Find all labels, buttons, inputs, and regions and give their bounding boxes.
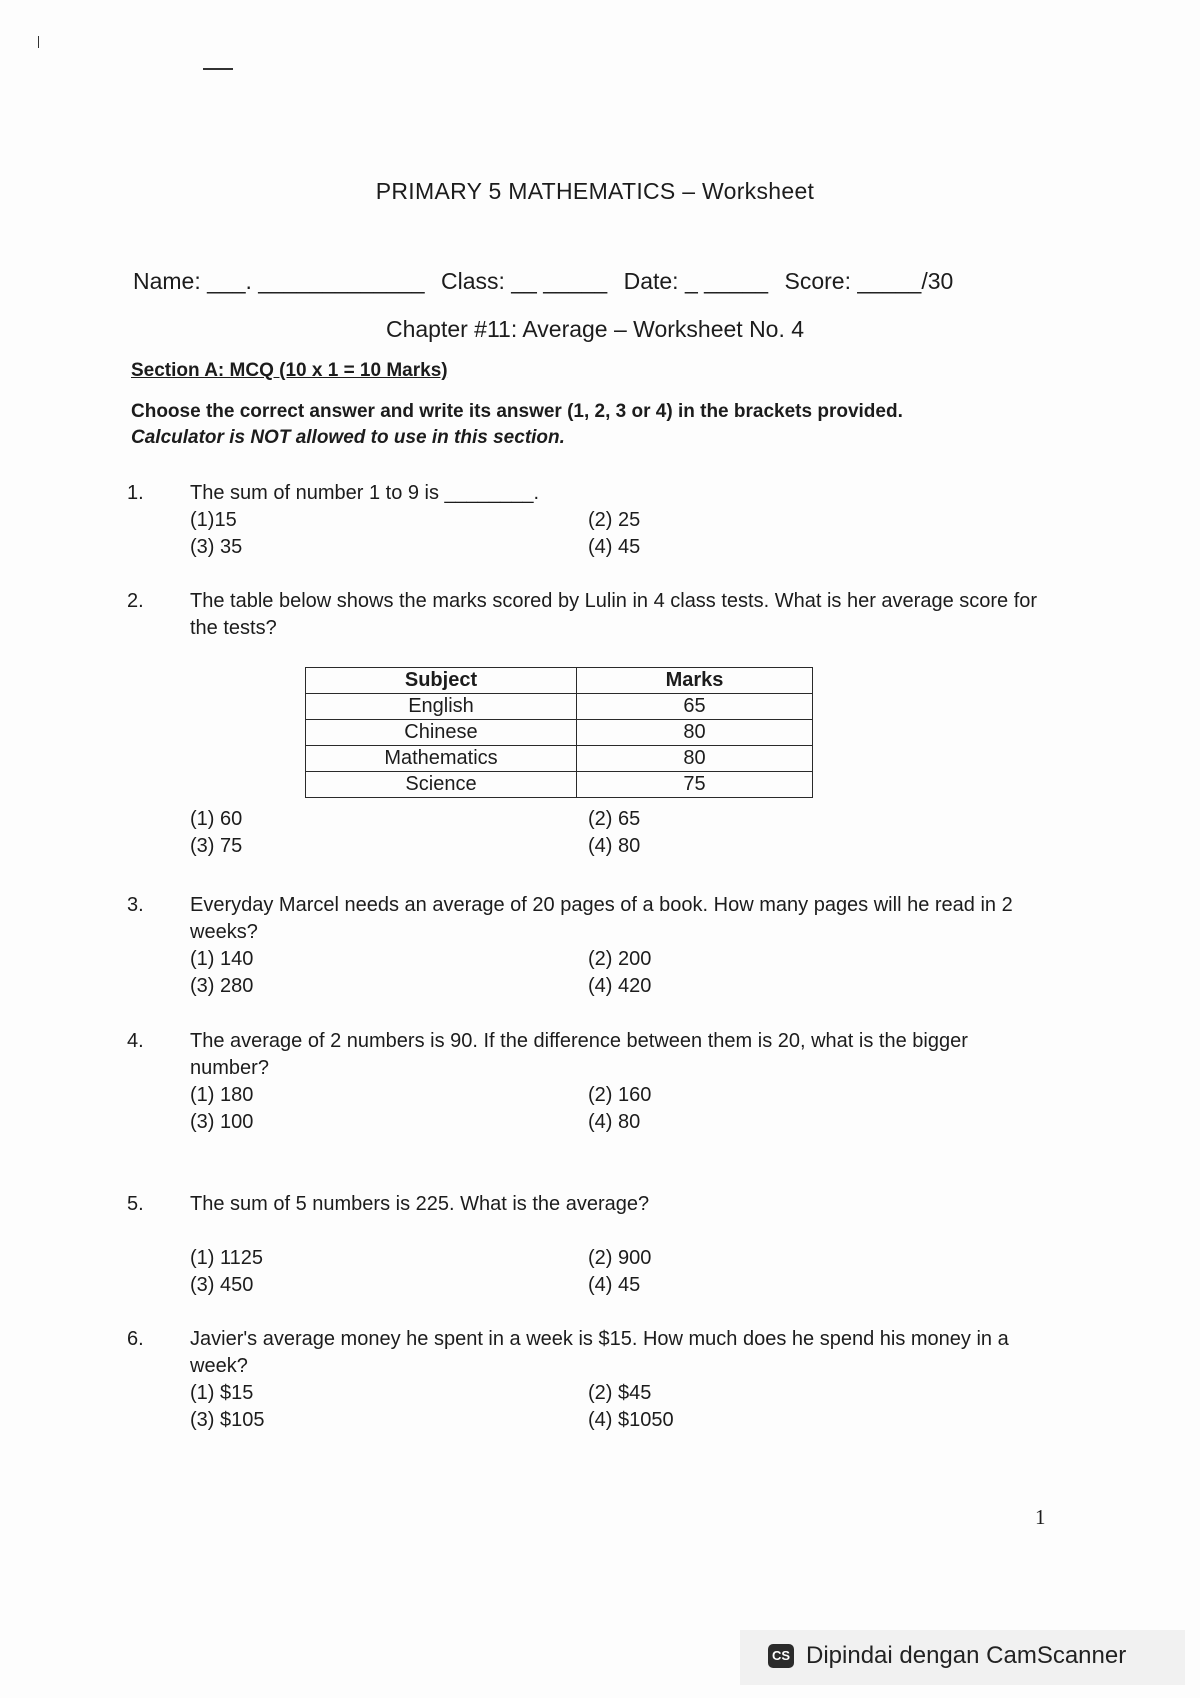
option-4: (4) 45 bbox=[588, 536, 641, 558]
option-1: (1) 140 bbox=[190, 948, 254, 970]
question-stem: The average of 2 numbers is 90. If the difference between them is 20, what is the bigger number? bbox=[190, 1030, 968, 1079]
marks-column-header: Marks bbox=[577, 668, 813, 694]
question-number: 3. bbox=[127, 894, 144, 916]
option-4: (4) 80 bbox=[588, 835, 641, 857]
marks-cell: 65 bbox=[577, 694, 813, 720]
table-row bbox=[306, 720, 813, 746]
option-4: (4) 80 bbox=[588, 1111, 641, 1133]
chapter-heading: Chapter #11: Average – Worksheet No. 4 bbox=[385, 316, 805, 342]
table-row bbox=[306, 746, 813, 772]
scan-mark bbox=[203, 68, 233, 70]
option-1: (1)15 bbox=[190, 509, 237, 531]
section-instructions bbox=[131, 399, 903, 451]
question-number: 6. bbox=[127, 1328, 144, 1350]
subject-cell: English bbox=[306, 694, 577, 720]
question-stem: Everyday Marcel needs an average of 20 pages of a book. How many pages will he read in 2 weeks? bbox=[190, 894, 1013, 943]
question-stem: The sum of number 1 to 9 is ________. bbox=[190, 482, 540, 504]
question-stem: Javier's average money he spent in a week is $15. How much does he spend his money in a week? bbox=[190, 1328, 1009, 1377]
instruction-text: Choose the correct answer and write its answer (1, 2, 3 or 4) in the brackets provided. bbox=[131, 401, 903, 422]
option-2: (2) 25 bbox=[588, 509, 641, 531]
question-stem: The table below shows the marks scored by Lulin in 4 class tests. What is her average score for the tests? bbox=[190, 590, 1038, 639]
option-3: (3) 35 bbox=[190, 536, 243, 558]
score-field-label: Score: _____/30 bbox=[784, 268, 954, 294]
camscanner-watermark bbox=[740, 1630, 1185, 1685]
student-info-row bbox=[133, 268, 963, 295]
question-number: 4. bbox=[127, 1030, 144, 1052]
option-4: (4) $1050 bbox=[588, 1409, 674, 1431]
option-3: (3) 280 bbox=[190, 975, 254, 997]
marks-table bbox=[305, 667, 813, 798]
option-1: (1) $15 bbox=[190, 1382, 254, 1404]
table-header-row bbox=[306, 668, 813, 694]
option-3: (3) 100 bbox=[190, 1111, 254, 1133]
subject-cell: Chinese bbox=[306, 720, 577, 746]
scan-mark bbox=[38, 36, 39, 48]
option-3: (3) $105 bbox=[190, 1409, 265, 1431]
subject-column-header: Subject bbox=[306, 668, 577, 694]
option-3: (3) 450 bbox=[190, 1274, 254, 1296]
page-number: 1 bbox=[1035, 1505, 1046, 1529]
question-number: 2. bbox=[127, 590, 144, 612]
option-2: (2) $45 bbox=[588, 1382, 652, 1404]
marks-cell: 75 bbox=[577, 772, 813, 798]
subject-cell: Mathematics bbox=[306, 746, 577, 772]
section-a-heading: Section A: MCQ (10 x 1 = 10 Marks) bbox=[131, 360, 448, 381]
option-2: (2) 160 bbox=[588, 1084, 652, 1106]
class-field-label: Class: __ _____ bbox=[440, 268, 608, 294]
question-number: 5. bbox=[127, 1193, 144, 1215]
camscanner-logo-icon: CS bbox=[768, 1644, 794, 1668]
worksheet-title: PRIMARY 5 MATHEMATICS – Worksheet bbox=[375, 178, 815, 204]
marks-cell: 80 bbox=[577, 746, 813, 772]
calculator-note: Calculator is NOT allowed to use in this section. bbox=[131, 427, 565, 448]
camscanner-text: Dipindai dengan CamScanner bbox=[806, 1642, 1127, 1669]
date-field-label: Date: _ _____ bbox=[623, 268, 769, 294]
subject-cell: Science bbox=[306, 772, 577, 798]
table-row bbox=[306, 772, 813, 798]
option-1: (1) 1125 bbox=[190, 1247, 264, 1269]
option-2: (2) 65 bbox=[588, 808, 641, 830]
option-3: (3) 75 bbox=[190, 835, 243, 857]
question-stem: The sum of 5 numbers is 225. What is the average? bbox=[190, 1193, 650, 1215]
table-row bbox=[306, 694, 813, 720]
name-field-label: Name: ___. _____________ bbox=[133, 268, 425, 294]
option-4: (4) 420 bbox=[588, 975, 652, 997]
option-4: (4) 45 bbox=[588, 1274, 641, 1296]
option-2: (2) 200 bbox=[588, 948, 652, 970]
option-2: (2) 900 bbox=[588, 1247, 652, 1269]
marks-cell: 80 bbox=[577, 720, 813, 746]
option-1: (1) 180 bbox=[190, 1084, 254, 1106]
question-number: 1. bbox=[127, 482, 144, 504]
option-1: (1) 60 bbox=[190, 808, 243, 830]
